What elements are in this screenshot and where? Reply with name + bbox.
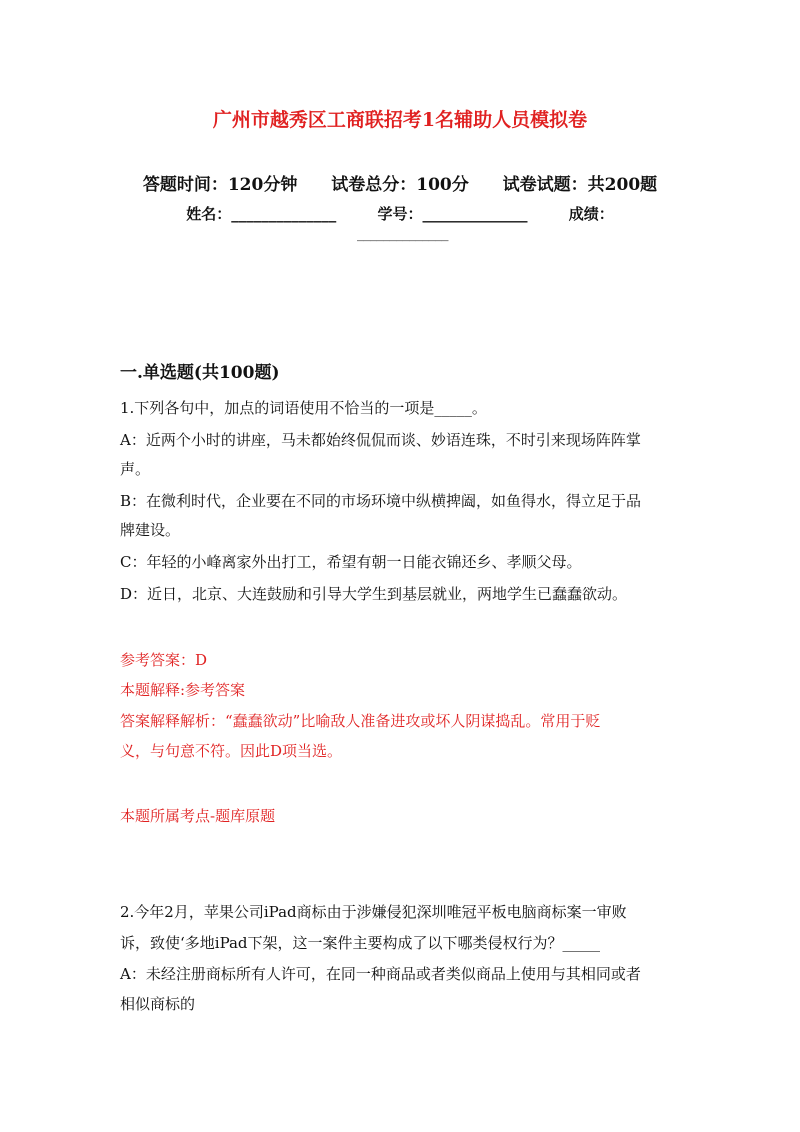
q2-option-a: A：未经注册商标所有人许可，在同一种商品或者类似商品上使用与其相同或者 [120,965,641,983]
q1-option-b: B：在微利时代，企业要在不同的市场环境中纵横捭阖，如鱼得水，得立足于品 [120,492,642,510]
exam-question-count: 试卷试题：共200题 [502,175,658,195]
q1-option-c: C：年轻的小峰离家外出打工，希望有朝一日能衣锦还乡、孝顺父母。 [120,553,582,571]
id-field: 学号：______________ [377,205,528,223]
grade-blank: ______________ [357,226,448,242]
q2-option-a-cont: 相似商标的 [120,995,196,1013]
grade-field: 成绩： [568,205,614,223]
q1-option-a: A：近两个小时的讲座，马未都始终侃侃而谈、妙语连珠，不时引来现场阵阵掌 [120,431,641,449]
exam-meta [0,170,800,195]
exam-time: 答题时间：120分钟 [142,175,298,195]
q1-explanation: 答案解释解析：“蠢蠢欲动”比喻敌人准备进攻或坏人阴谋捣乱。常用于贬 [120,712,601,730]
q1-answer: 参考答案：D [120,651,208,669]
q1-explain-title: 本题解释:参考答案 [120,681,246,699]
q1-topic: 本题所属考点-题库原题 [120,807,276,825]
q2-stem: 2.今年2月，苹果公司iPad商标由于涉嫌侵犯深圳唯冠平板电脑商标案一审败 [120,903,627,921]
q1-option-a-cont: 声。 [120,460,151,478]
q1-option-d: D：近日，北京、大连鼓励和引导大学生到基层就业，两地学生已蠢蠢欲动。 [120,585,628,603]
exam-title: 广州市越秀区工商联招考1名辅助人员模拟卷 [212,109,588,131]
exam-total-score: 试卷总分：100分 [331,175,469,195]
q2-stem-cont: 诉，致使‘多地iPad下架，这一案件主要构成了以下哪类侵权行为？_____ [120,934,601,952]
name-field: 姓名：______________ [186,205,337,223]
q1-stem: 1.下列各句中，加点的词语使用不恰当的一项是_____。 [120,399,487,417]
q1-explanation-cont: 义，与句意不符。因此D项当选。 [120,742,343,760]
q1-option-b-cont: 牌建设。 [120,521,181,539]
section-title: 一.单选题(共100题) [120,363,280,383]
student-fields [0,203,800,224]
